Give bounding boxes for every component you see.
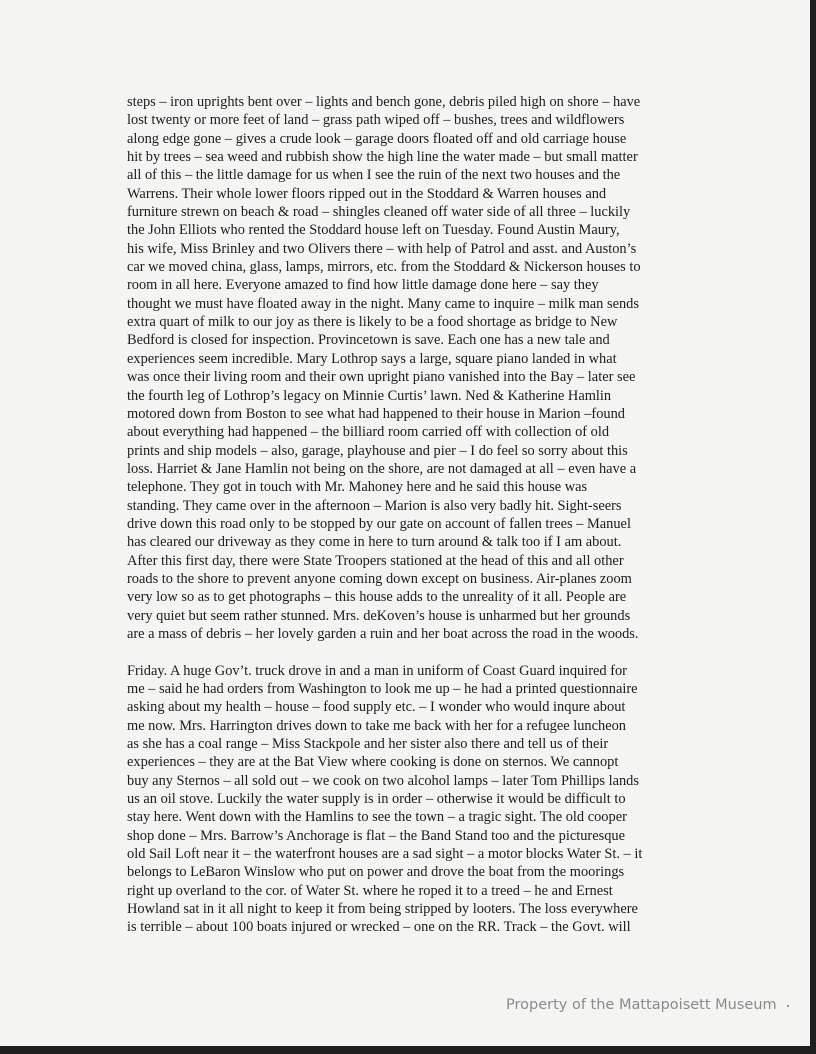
text-line: roads to the shore to prevent anyone coming down except on business. Air-planes zoom <box>127 570 632 587</box>
text-line: experiences – they are at the Bat View where cooking is done on sternos. We cannopt <box>127 754 619 771</box>
scan-edge-bottom <box>0 1046 816 1054</box>
text-line: very low so as to get photographs – this house adds to the unreality of it all. People are <box>127 589 627 606</box>
text-line: Friday. A huge Gov’t. truck drove in and a man in uniform of Coast Guard inquired for <box>127 662 627 679</box>
text-line: is terrible – about 100 boats injured or wrecked – one on the RR. Track – the Govt. will <box>127 919 631 936</box>
text-line: prints and ship models – also, garage, playhouse and pier – I do feel so sorry about this <box>127 442 628 459</box>
document-body <box>127 93 707 937</box>
text-line: very quiet but seem rather stunned. Mrs. deKoven’s house is unharmed but her grounds <box>127 607 631 624</box>
text-line: his wife, Miss Brinley and two Olivers there – with help of Patrol and asst. and Auston’s <box>127 240 637 257</box>
text-line: has cleared our driveway as they come in here to turn around & talk too if I am about. <box>127 534 622 551</box>
text-line: car we moved china, glass, lamps, mirrors, etc. from the Stoddard & Nickerson houses to <box>127 259 641 276</box>
text-line: motored down from Boston to see what had happened to their house in Marion –found <box>127 405 625 422</box>
text-line: lost twenty or more feet of land – grass path wiped off – bushes, trees and wildflowers <box>127 112 625 129</box>
museum-watermark: Property of the Mattapoisett Museum <box>506 997 777 1013</box>
text-line: buy any Sternos – all sold out – we cook on two alcohol lamps – later Tom Phillips lands <box>127 772 639 789</box>
text-line: asking about my health – house – food supply etc. – I wonder who would inqure about <box>127 699 626 716</box>
text-line: me – said he had orders from Washington to look me up – he had a printed questionnaire <box>127 681 638 697</box>
text-line: along edge gone – gives a crude look – garage doors floated off and old carriage house <box>127 130 627 147</box>
text-line: Warrens. Their whole lower floors ripped out in the Stoddard & Warren houses and <box>127 185 607 202</box>
paragraph-spacer <box>127 643 707 661</box>
text-line: extra quart of milk to our joy as there is likely to be a food shortage as bridge to New <box>127 314 618 331</box>
text-line: telephone. They got in touch with Mr. Mahoney here and he said this house was <box>127 479 588 496</box>
text-line: the John Elliots who rented the Stoddard house left on Tuesday. Found Austin Maury, <box>127 222 620 239</box>
text-line: drive down this road only to be stopped by our gate on account of fallen trees – Manuel <box>127 515 631 532</box>
text-line: belongs to LeBaron Winslow who put on power and drove the boat from the moorings <box>127 864 625 881</box>
text-line: thought we must have floated away in the night. Many came to inquire – milk man sends <box>127 295 639 312</box>
scan-edge-right <box>810 0 816 1054</box>
text-line: standing. They came over in the afternoon – Marion is also very badly hit. Sight-seers <box>127 497 622 514</box>
paragraph-1 <box>127 93 707 643</box>
text-line: was once their living room and their own upright piano vanished into the Bay – later see <box>127 369 636 386</box>
text-line: all of this – the little damage for us when I see the ruin of the next two houses and the <box>127 167 621 184</box>
text-line: us an oil stove. Luckily the water supply is in order – otherwise it would be difficult to <box>127 791 626 808</box>
text-line: right up overland to the cor. of Water St. where he roped it to a treed – he and Ernest <box>127 882 613 899</box>
text-line: about everything had happened – the billiard room carried off with collection of old <box>127 424 610 441</box>
text-line: Howland sat in it all night to keep it from being stripped by looters. The loss everywhere <box>127 901 638 918</box>
text-line: old Sail Loft near it – the waterfront houses are a sad sight – a motor blocks Water St. – it <box>127 846 643 863</box>
dot-mark <box>787 1005 789 1007</box>
text-line: steps – iron uprights bent over – lights and bench gone, debris piled high on shore – have <box>127 94 641 110</box>
text-line: shop done – Mrs. Barrow’s Anchorage is flat – the Band Stand too and the picturesque <box>127 827 625 844</box>
text-line: furniture strewn on beach & road – shingles cleaned off water side of all three – luckily <box>127 204 631 221</box>
text-line: the fourth leg of Lothrop’s legacy on Minnie Curtis’ lawn. Ned & Katherine Hamlin <box>127 387 612 404</box>
text-line: experiences seem incredible. Mary Lothrop says a large, square piano landed in what <box>127 350 617 367</box>
text-line: room in all here. Everyone amazed to find how little damage done here – say they <box>127 277 599 294</box>
text-line: are a mass of debris – her lovely garden a ruin and her boat across the road in the woods. <box>127 625 639 642</box>
text-line: After this first day, there were State Troopers stationed at the head of this and all other <box>127 552 624 569</box>
text-line: loss. Harriet & Jane Hamlin not being on the shore, are not damaged at all – even have a <box>127 460 637 477</box>
text-line: as she has a coal range – Miss Stackpole and her sister also there and tell us of their <box>127 736 609 753</box>
text-line: stay here. Went down with the Hamlins to see the town – a tragic sight. The old cooper <box>127 809 627 826</box>
text-line: hit by trees – sea weed and rubbish show the high line the water made – but small matter <box>127 149 638 166</box>
text-line: Bedford is closed for inspection. Provincetown is save. Each one has a new tale and <box>127 332 610 349</box>
paragraph-2 <box>127 662 707 937</box>
text-line: me now. Mrs. Harrington drives down to take me back with her for a refugee luncheon <box>127 717 626 734</box>
